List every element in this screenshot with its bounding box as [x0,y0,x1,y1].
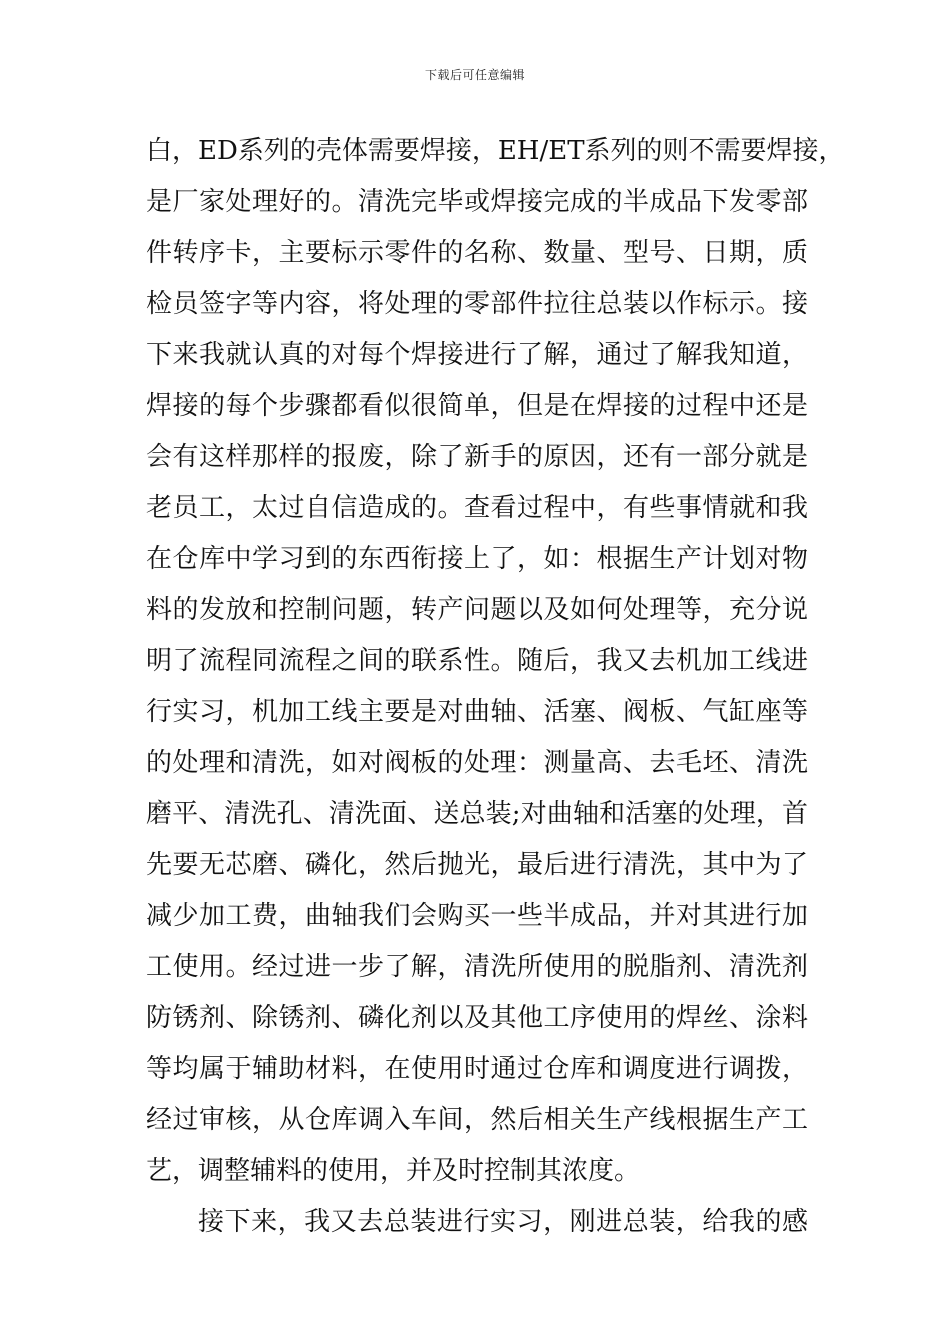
paragraph-2 [146,1197,808,1248]
text-line: 的处理和清洗，如对阀板的处理：测量高、去毛坯、清洗 [146,748,808,778]
text-line: 会有这样那样的报废，除了新手的原因，还有一部分就是 [146,442,808,472]
text-line: 工使用。经过进一步了解，清洗所使用的脱脂剂、清洗剂 [146,952,808,982]
document-body [146,126,845,1248]
paragraph-1 [146,126,845,1197]
text-line: 焊接的每个步骤都看似很简单，但是在焊接的过程中还是 [146,391,808,421]
text-line: 减少加工费，曲轴我们会购买一些半成品，并对其进行加 [146,901,808,931]
text-line: 防锈剂、除锈剂、磷化剂以及其他工序使用的焊丝、涂料 [146,1003,808,1033]
text-line: 料的发放和控制问题，转产问题以及如何处理等，充分说 [146,595,808,625]
text-line: 接下来，我又去总装进行实习，刚进总装，给我的感 [198,1207,808,1237]
text-line: 白，ED系列的壳体需要焊接，EH/ET系列的则不需要焊接， [146,136,845,166]
text-line: 磨平、清洗孔、清洗面、送总装;对曲轴和活塞的处理，首 [146,799,808,829]
text-line: 下来我就认真的对每个焊接进行了解，通过了解我知道， [146,340,808,370]
page-header-note: 下载后可任意编辑 [424,68,525,82]
text-line: 明了流程同流程之间的联系性。随后，我又去机加工线进 [146,646,808,676]
text-line: 是厂家处理好的。清洗完毕或焊接完成的半成品下发零部 [146,187,808,217]
text-line: 艺，调整辅料的使用，并及时控制其浓度。 [146,1156,641,1186]
text-line: 经过审核，从仓库调入车间，然后相关生产线根据生产工 [146,1105,808,1135]
text-line: 件转序卡，主要标示零件的名称、数量、型号、日期，质 [146,238,808,268]
text-line: 检员签字等内容，将处理的零部件拉往总装以作标示。接 [146,289,808,319]
text-line: 等均属于辅助材料，在使用时通过仓库和调度进行调拨， [146,1054,808,1084]
text-line: 行实习，机加工线主要是对曲轴、活塞、阀板、气缸座等 [146,697,808,727]
text-line: 在仓库中学习到的东西衔接上了，如：根据生产计划对物 [146,544,808,574]
text-line: 先要无芯磨、磷化，然后抛光，最后进行清洗，其中为了 [146,850,808,880]
text-line: 老员工，太过自信造成的。查看过程中，有些事情就和我 [146,493,808,523]
